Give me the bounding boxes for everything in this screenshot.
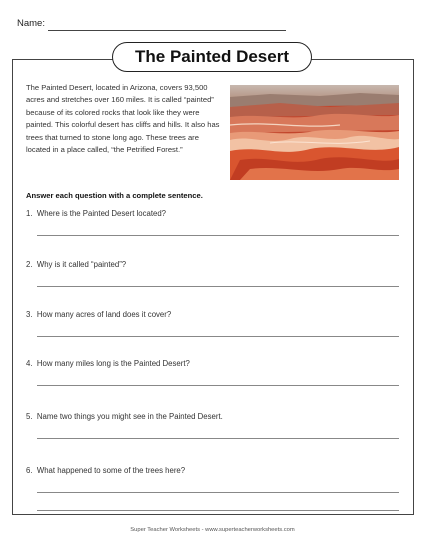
question-number: 4. bbox=[26, 359, 33, 368]
answer-line[interactable] bbox=[37, 438, 399, 439]
question-number: 1. bbox=[26, 209, 33, 218]
question-5 bbox=[26, 412, 223, 421]
question-2 bbox=[26, 260, 126, 269]
question-1 bbox=[26, 209, 166, 218]
answer-line[interactable] bbox=[37, 235, 399, 236]
painted-desert-photo bbox=[230, 85, 399, 180]
answer-line[interactable] bbox=[37, 336, 399, 337]
question-text: Name two things you might see in the Painted Desert. bbox=[36, 412, 223, 421]
question-number: 2. bbox=[26, 260, 33, 269]
instructions: Answer each question with a complete sentence. bbox=[26, 191, 203, 200]
worksheet-title: The Painted Desert bbox=[112, 42, 312, 72]
question-4 bbox=[26, 359, 190, 368]
answer-line[interactable] bbox=[37, 492, 399, 493]
name-field-line[interactable] bbox=[48, 30, 286, 31]
question-number: 5. bbox=[26, 412, 33, 421]
question-number: 3. bbox=[26, 310, 33, 319]
footer: Super Teacher Worksheets - www.superteacherworksheets.com bbox=[130, 527, 295, 533]
painted-desert-image bbox=[230, 85, 399, 180]
question-text: Where is the Painted Desert located? bbox=[36, 209, 167, 218]
answer-line[interactable] bbox=[37, 510, 399, 511]
question-text: What happened to some of the trees here? bbox=[36, 466, 186, 475]
question-text: How many miles long is the Painted Desert? bbox=[36, 359, 190, 368]
name-label: Name: bbox=[17, 18, 45, 29]
question-text: How many acres of land does it cover? bbox=[36, 310, 172, 319]
question-number: 6. bbox=[26, 466, 33, 475]
question-text: Why is it called “painted”? bbox=[36, 260, 127, 269]
question-3 bbox=[26, 310, 171, 319]
answer-line[interactable] bbox=[37, 286, 399, 287]
answer-line[interactable] bbox=[37, 385, 399, 386]
question-6 bbox=[26, 466, 185, 475]
reading-passage: The Painted Desert, located in Arizona, covers 93,500 acres and stretches over 160 miles. It is called “painted” because of its colored rocks that look like they were painted. This colorful desert has cliffs and hills. It also has trees that turned to stone long ago. These trees are located in a place called, “the Petrified Forest.” bbox=[26, 83, 220, 155]
